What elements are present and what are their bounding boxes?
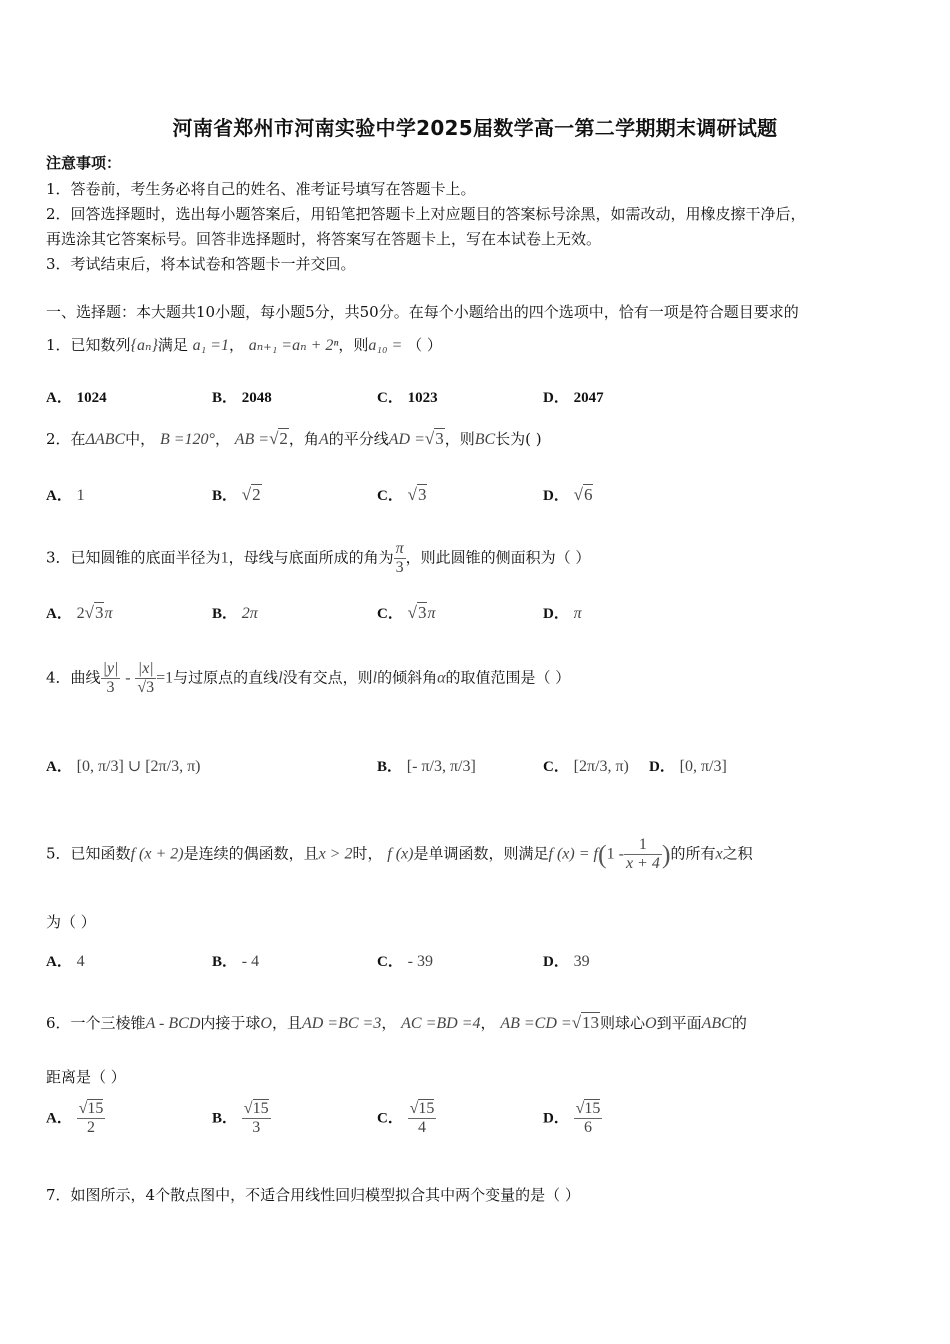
question-text: ，则: [444, 430, 475, 448]
question-text: 一个三棱锥: [70, 1014, 146, 1032]
option-a: A． 4: [46, 953, 85, 970]
question-number: 1．: [46, 336, 71, 354]
math-expr: AD =BC =3: [301, 1015, 382, 1032]
question-text: （ ）: [407, 336, 442, 354]
fraction: $\frac{|x|}{√3}$: [137, 660, 155, 696]
question-3: [46, 540, 590, 577]
option-a: A． [0, π/3] ∪ [2π/3, π): [46, 758, 201, 775]
math-expr: l: [278, 669, 283, 687]
question-2: [46, 428, 542, 449]
question-1: [46, 334, 442, 355]
option-a: A． 1024: [46, 390, 107, 406]
math-expr: AD =: [388, 431, 425, 448]
math-expr: -: [125, 669, 131, 687]
math-expr: A - BCD: [145, 1015, 201, 1032]
notice-heading: 注意事项：: [46, 154, 122, 172]
question-number: 3．: [46, 548, 71, 567]
fraction: $\frac{1}{x + 4}$: [625, 836, 660, 872]
question-text: 没有交点，则: [282, 668, 373, 687]
question-4: [46, 660, 570, 697]
math-expr: AC =BD =4: [401, 1015, 481, 1032]
option-d: D． √6: [543, 485, 593, 504]
math-expr: α: [437, 669, 446, 687]
option-c: C． [2π/3, π): [543, 758, 629, 775]
option-b: B． - 4: [212, 953, 260, 970]
question-text: 曲线: [70, 668, 101, 687]
math-expr: O: [260, 1015, 272, 1032]
question-text: 的所有: [670, 844, 716, 863]
math-expr: {aₙ}: [130, 337, 158, 354]
question-text: 的倾斜角: [377, 668, 438, 687]
math-expr: x: [715, 845, 723, 863]
notice-item: 再选涂其它答案标号。回答非选择题时，将答案写在答题卡上，写在本试卷上无效。: [46, 230, 602, 248]
option-c: C． $\frac{√15}{4}$: [377, 1100, 435, 1136]
math-expr: AB =CD =: [500, 1015, 572, 1032]
math-expr: O: [645, 1015, 657, 1032]
page-title: 河南省郑州市河南实验中学2025届数学高一第二学期期末调研试题: [172, 116, 778, 140]
question-number: 5．: [46, 844, 71, 863]
math-expr: =1: [156, 669, 174, 687]
question-text: 已知圆锥的底面半径为: [70, 548, 221, 567]
option-c: C． 1023: [377, 390, 438, 406]
question-text: ，角: [288, 430, 319, 448]
question-number: 4．: [46, 668, 71, 687]
question-text: 已知函数: [70, 844, 131, 863]
math-expr: f (x): [387, 845, 414, 863]
math-expr: BC: [474, 431, 496, 448]
option-d: D． [0, π/3]: [649, 758, 727, 775]
question-text: 到平面: [656, 1014, 702, 1032]
math-expr: aₙ₊₁ =aₙ + 2ⁿ: [248, 337, 339, 354]
question-number: 6．: [46, 1014, 71, 1032]
question-5-continued: 为（ ）: [46, 913, 96, 931]
question-text: ，且: [271, 1014, 302, 1032]
math-expr: AB =: [234, 431, 270, 448]
option-d: D． 2047: [543, 390, 604, 406]
question-number: 2．: [46, 430, 71, 448]
math-expr: f (x + 2): [130, 845, 184, 863]
math-expr: B =120°: [159, 431, 215, 448]
math-expr: ABC: [701, 1015, 732, 1032]
question-text: 与过原点的直线: [173, 668, 279, 687]
question-text: 是连续的偶函数，且: [183, 844, 319, 863]
question-text: 内接于球: [200, 1014, 261, 1032]
question-text: 中，: [125, 430, 156, 448]
math-expr: 1 -: [606, 845, 624, 863]
question-text: ，则此圆锥的侧面积为（ ）: [405, 548, 591, 567]
question-text: 的平分线: [328, 430, 389, 448]
question-text: 已知数列: [70, 336, 131, 354]
section-heading: 一、选择题：本大题共10小题，每小题5分，共50分。在每个小题给出的四个选项中，恰有一项是符合题目要求的: [46, 303, 799, 321]
option-b: B． 2π: [212, 605, 258, 622]
question-text: 满足: [157, 336, 188, 354]
question-text: 在: [70, 430, 86, 448]
question-6-continued: 距离是（ ）: [46, 1068, 126, 1086]
question-text: 的: [731, 1014, 747, 1032]
math-expr: a₁₀ =: [368, 337, 403, 354]
question-text: 长为( ): [495, 430, 542, 448]
question-text: ，: [480, 1014, 496, 1032]
question-text: 的取值范围是（ ）: [445, 668, 571, 687]
question-text: ，母线与底面所成的角为: [228, 548, 394, 567]
option-b: B． [- π/3, π/3]: [377, 758, 476, 775]
question-7: 7．如图所示，4个散点图中，不适合用线性回归模型拟合其中两个变量的是（ ）: [46, 1186, 580, 1204]
option-d: D． 39: [543, 953, 590, 970]
question-text: ，则: [338, 336, 369, 354]
option-b: B． √2: [212, 485, 261, 504]
option-a: A． 1: [46, 487, 85, 504]
question-text: 则球心: [600, 1014, 646, 1032]
notice-item: 2．回答选择题时，选出每小题答案后，用铅笔把答题卡上对应题目的答案标号涂黑，如需改动，用橡皮擦干净后，: [46, 205, 806, 223]
question-text: 时，: [352, 844, 383, 863]
option-a: A． $\frac{√15}{2}$: [46, 1100, 104, 1136]
option-c: C． √3: [377, 485, 427, 504]
question-text: ，: [214, 430, 230, 448]
notice-item: 1．答卷前，考生务必将自己的姓名、准考证号填写在答题卡上。: [46, 180, 476, 198]
question-5: 5．已知函数f (x + 2)是连续的偶函数，且x > 2时， f (x)是单调函数，则满足f (x) = f(1 - $\frac{1}{x + 4}$ )的所有x之积: [46, 836, 753, 872]
question-text: ，: [381, 1014, 397, 1032]
question-text: 是单调函数，则满足: [413, 844, 549, 863]
math-expr: x > 2: [318, 845, 353, 863]
sqrt-expr: √13: [571, 1013, 600, 1032]
math-expr: f (x) = f: [548, 845, 598, 863]
fraction: $\frac{|y|}{3}$: [102, 660, 119, 696]
option-d: D． $\frac{√15}{6}$: [543, 1100, 601, 1136]
sqrt-expr: √2: [269, 429, 288, 448]
question-text: 之积: [722, 844, 753, 863]
math-expr: 1: [220, 549, 229, 567]
option-b: B． $\frac{√15}{3}$: [212, 1100, 269, 1136]
option-b: B． 2048: [212, 390, 272, 406]
question-text: ，: [229, 336, 245, 354]
option-a: A． 2√3π: [46, 603, 113, 622]
option-d: D． π: [543, 605, 582, 622]
fraction: $\frac{\pi}{3}$: [395, 540, 404, 576]
math-expr: l: [372, 669, 378, 687]
math-expr: A: [318, 431, 329, 448]
math-expr: a₁ =1: [192, 337, 229, 354]
notice-item: 3．考试结束后，将本试卷和答题卡一并交回。: [46, 255, 356, 273]
question-6: [46, 1012, 747, 1033]
sqrt-expr: √3: [424, 429, 444, 448]
option-c: C． √3π: [377, 603, 436, 622]
math-expr: ΔABC: [85, 431, 126, 448]
option-c: C． - 39: [377, 953, 433, 970]
